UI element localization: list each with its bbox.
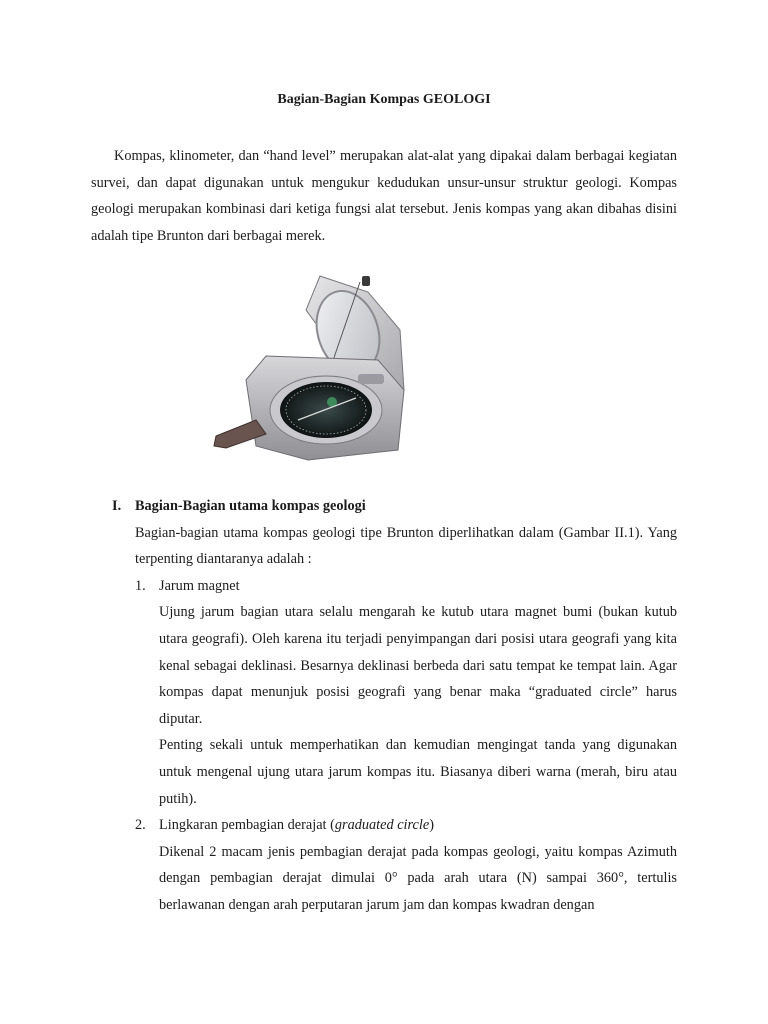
compass-illustration	[208, 270, 438, 470]
list-item-2-paragraph-1: Dikenal 2 macam jenis pembagian derajat pada kompas geologi, yaitu kompas Azimuth dengan pembagian derajat dimulai 0° pada arah utara (N) sampai 360°, tertulis berlawanan dengan arah perputaran jarum jam dan kompas kwadran dengan	[159, 843, 677, 913]
section-intro: Bagian-bagian utama kompas geologi tipe Brunton diperlihatkan dalam (Gambar II.1). Yang terpenting diantaranya adalah :	[135, 524, 677, 568]
document-title: Bagian-Bagian Kompas GEOLOGI	[277, 92, 491, 107]
list-title	[159, 812, 434, 839]
section-heading-text: Bagian-Bagian utama kompas geologi	[135, 498, 366, 514]
intro-text: Kompas, klinometer, dan “hand level” merupakan alat-alat yang dipakai dalam berbagai kegiatan survei, dan dapat digunakan untuk mengukur kedudukan unsur-unsur struktur geologi. Kompas geologi merupakan kombinasi dari ketiga fungsi alat tersebut. Jenis kompas yang akan dibahas disini adalah tipe Brunton dari berbagai merek.	[91, 148, 677, 244]
section-main-parts	[112, 493, 677, 919]
section-number: I.	[112, 498, 122, 514]
list-item-1-paragraph-2: Penting sekali untuk memperhatikan dan kemudian mengingat tanda yang digunakan untuk mengenal ujung utara jarum kompas itu. Biasanya diberi warna (merah, biru atau putih).	[159, 737, 677, 807]
list-title-suffix: )	[429, 817, 434, 834]
list-title-prefix: Lingkaran pembagian derajat (	[159, 817, 335, 834]
intro-paragraph	[91, 143, 677, 249]
list-item-1-paragraph-1: Ujung jarum bagian utara selalu mengarah ke kutub utara magnet bumi (bukan kutub utara geografi). Oleh karena itu terjadi penyimpangan dari posisi utara geografi yang kita kenal sebagai deklinasi. Besarnya deklinasi berbeda dari satu tempat ke tempat lain. Agar kompas dapat menunjuk posisi geografi yang benar maka “graduated circle” harus diputar.	[159, 604, 677, 727]
list-number: 1.	[135, 577, 146, 594]
brunton-compass-photo	[208, 270, 438, 470]
list-title-italic: graduated circle	[334, 817, 430, 834]
section-heading	[112, 493, 677, 520]
list-number: 2.	[135, 817, 146, 834]
list-item-2-title	[135, 812, 677, 839]
list-item-1-title	[135, 573, 677, 600]
list-title: Jarum magnet	[159, 577, 240, 594]
